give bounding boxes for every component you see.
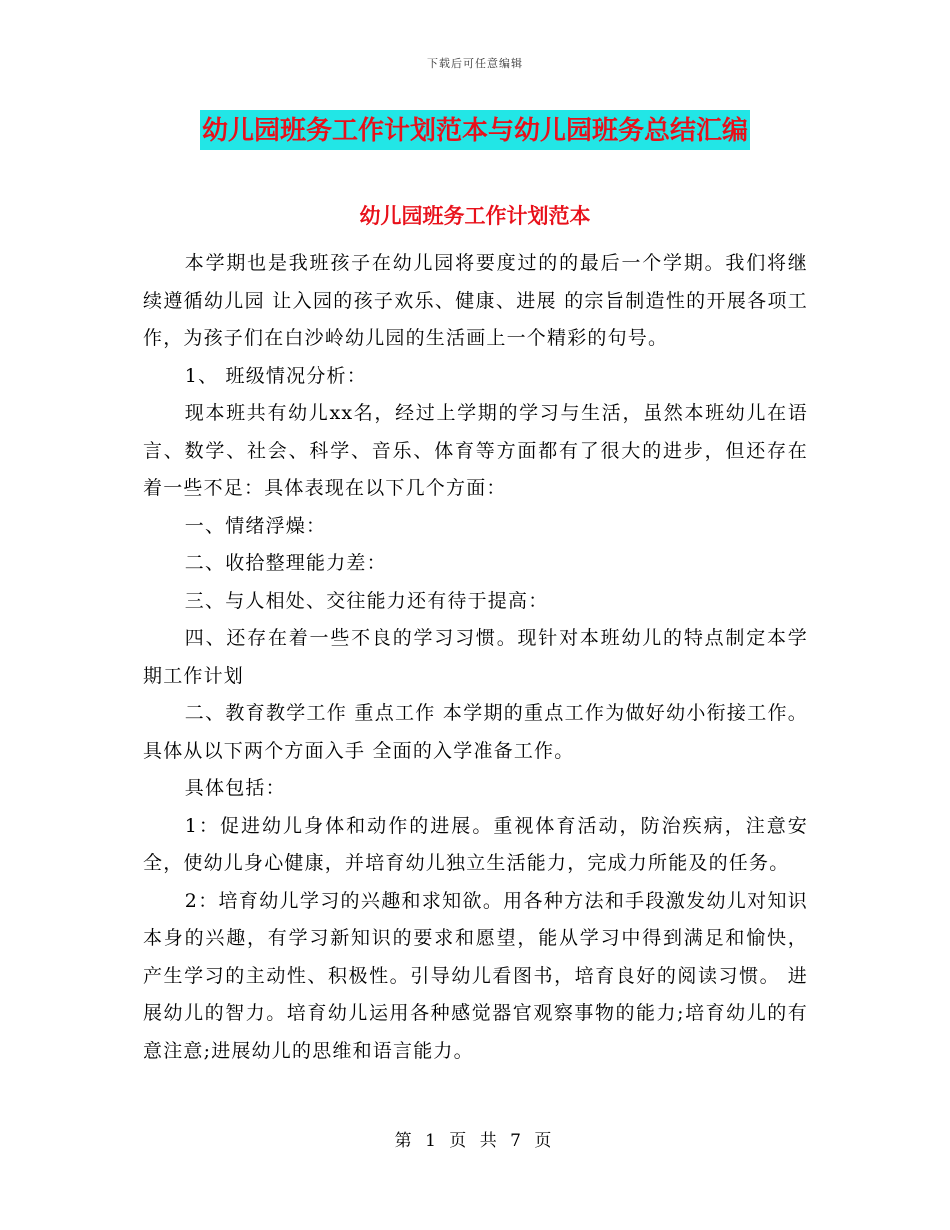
- paragraph-issue-1: 一、情绪浮燥：: [184, 514, 327, 537]
- page-number-footer: 第 1 页 共 7 页: [394, 1131, 556, 1151]
- paragraph-item-1: 1：促进幼儿身体和动作的进展。重视体育活动，防治疾病，注意安全，使幼儿身心健康，并培育幼儿独立生活能力，完成力所能及的任务。: [143, 814, 808, 874]
- paragraph-heading-class-analysis: 1、 班级情况分析：: [184, 364, 367, 387]
- document-body: [143, 245, 808, 1070]
- section-title: 幼儿园班务工作计划范本: [359, 203, 591, 228]
- paragraph-issue-4: 四、还存在着一些不良的学习习惯。现针对本班幼儿的特点制定本学期工作计划: [143, 627, 808, 687]
- paragraph-teaching-work: 二、教育教学工作 重点工作 本学期的重点工作为做好幼小衔接工作。具体从以下两个方面入手 全面的入学准备工作。: [143, 702, 808, 762]
- paragraph-includes: 具体包括：: [184, 777, 286, 799]
- paragraph-issue-3: 三、与人相处、交往能力还有待于提高：: [184, 589, 549, 612]
- document-title: 幼儿园班务工作计划范本与幼儿园班务总结汇编: [200, 110, 750, 150]
- paragraph-item-2: 2：培育幼儿学习的兴趣和求知欲。用各种方法和手段激发幼儿对知识本身的兴趣，有学习新知识的要求和愿望，能从学习中得到满足和愉快，产生学习的主动性、积极性。引导幼儿看图书，培育良好的阅读习惯。 进展幼儿的智力。培育幼儿运用各种感觉器官观察事物的能力;培育幼儿的有意注意;进展幼儿的思维和语言能力。: [143, 889, 808, 1062]
- document-title-block: [0, 110, 950, 150]
- paragraph-class-analysis: 现本班共有幼儿xx名，经过上学期的学习与生活，虽然本班幼儿在语言、数学、社会、科学、音乐、体育等方面都有了很大的进步，但还存在着一些不足：具体表现在以下几个方面：: [143, 402, 808, 499]
- paragraph-issue-2: 二、收拾整理能力差：: [184, 552, 387, 574]
- paragraph-intro: 本学期也是我班孩子在幼儿园将要度过的的最后一个学期。我们将继续遵循幼儿园 让入园的孩子欢乐、健康、进展 的宗旨制造性的开展各项工作，为孩子们在白沙岭幼儿园的生活画上一个精彩的句号。: [143, 252, 808, 349]
- header-note: 下载后可任意编辑: [427, 57, 523, 70]
